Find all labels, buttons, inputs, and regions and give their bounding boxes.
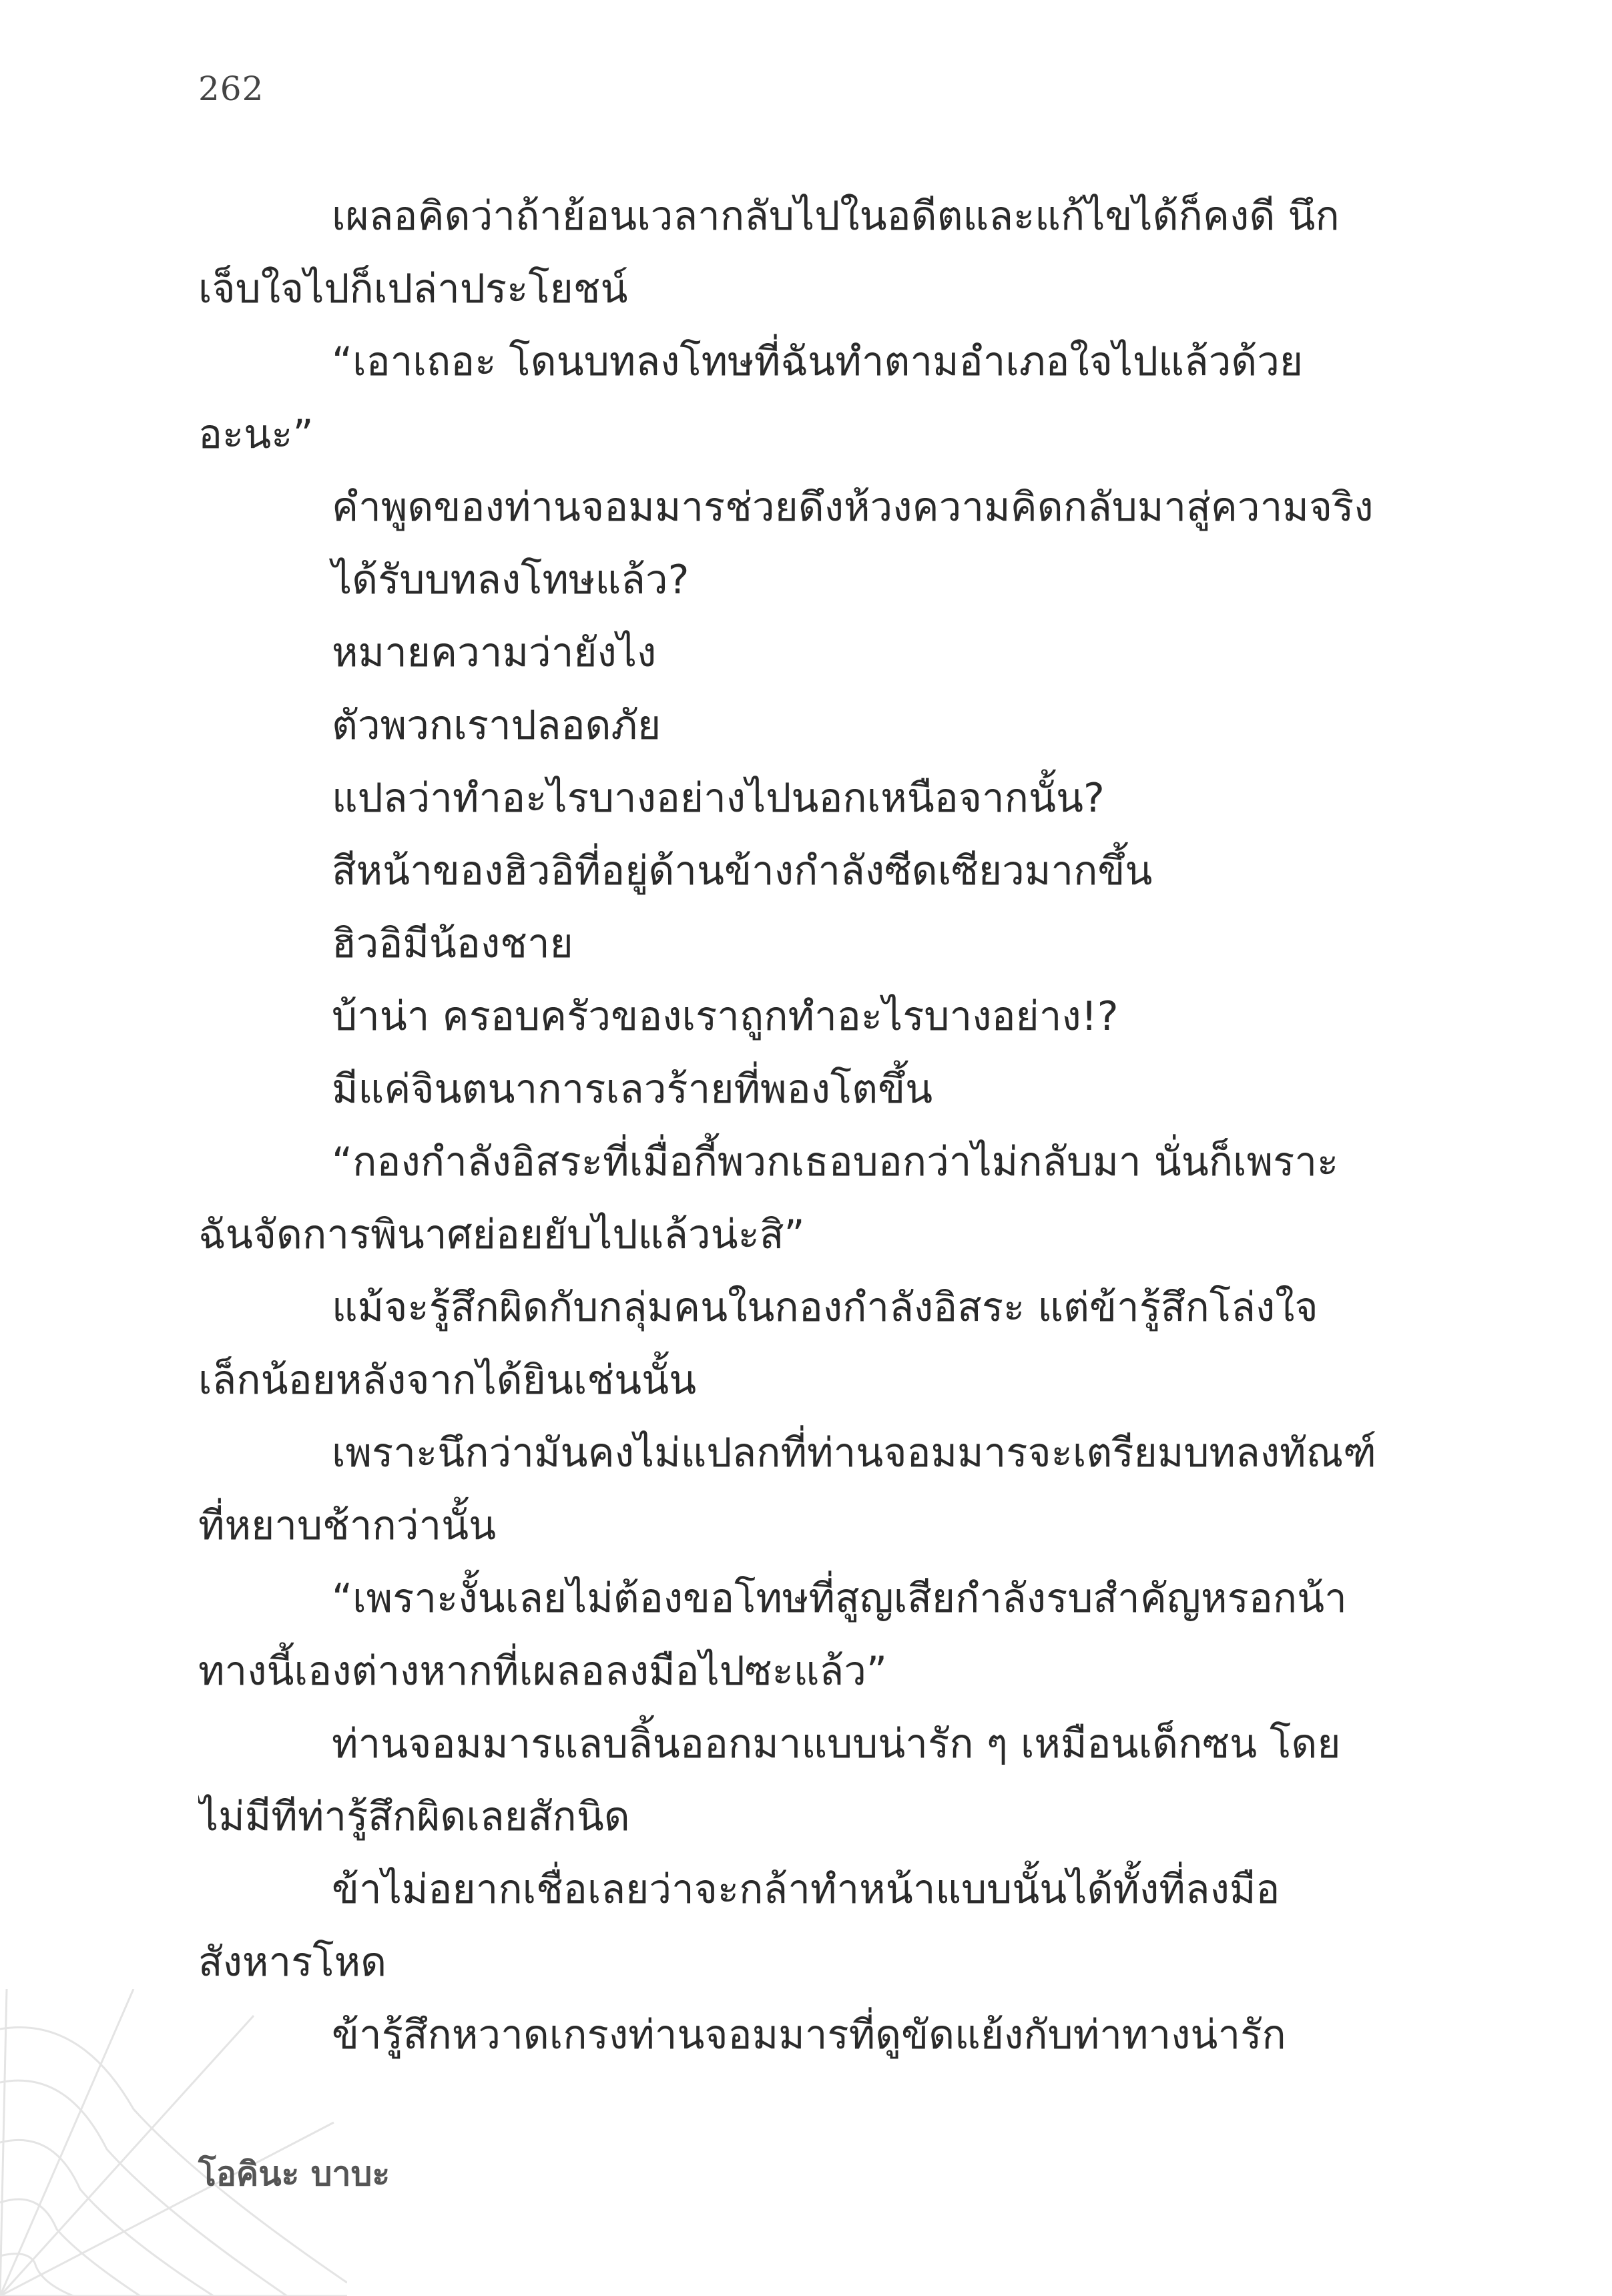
paragraph-first-line: ตัวพวกเราปลอดภัย — [332, 702, 661, 749]
paragraph-first-line: คำพูดของท่านจอมมารช่วยดึงห้วงความคิดกลับมาสู่ความจริง — [332, 484, 1374, 531]
paragraph-continuation-line: ไม่มีทีท่ารู้สึกผิดเลยสักนิด — [198, 1793, 630, 1840]
paragraph-first-line: ข้ารู้สึกหวาดเกรงท่านจอมมารที่ดูขัดแย้งกับท่าทางน่ารัก — [332, 2012, 1286, 2058]
paragraph-first-line: ฮิวอิมีน้องชาย — [332, 920, 573, 967]
paragraph-first-line: มีแค่จินตนาการเลวร้ายที่พองโตขึ้น — [332, 1066, 933, 1113]
paragraph-continuation-line: ที่หยาบช้ากว่านั้น — [198, 1502, 497, 1549]
paragraph-continuation-line: ทางนี้เองต่างหากที่เผลอลงมือไปซะแล้ว” — [198, 1648, 888, 1695]
paragraph-first-line: เผลอคิดว่าถ้าย้อนเวลากลับไปในอดีตและแก้ไขได้ก็คงดี นึก — [332, 193, 1340, 240]
paragraph-first-line: “กองกำลังอิสระที่เมื่อกี้พวกเธอบอกว่าไม่กลับมา นั่นก็เพราะ — [332, 1139, 1339, 1185]
paragraph-continuation-line: เจ็บใจไปก็เปล่าประโยชน์ — [198, 266, 628, 312]
body-text — [198, 180, 1413, 2072]
footer-author: โอคินะ บาบะ — [198, 2155, 390, 2193]
paragraph-first-line: ท่านจอมมารแลบลิ้นออกมาแบบน่ารัก ๆ เหมือนเด็กซน โดย — [332, 1721, 1341, 1767]
paragraph-continuation-line: เล็กน้อยหลังจากได้ยินเช่นนั้น — [198, 1357, 697, 1404]
paragraph-first-line: “เพราะงั้นเลยไม่ต้องขอโทษที่สูญเสียกำลังรบสำคัญหรอกน้า — [332, 1575, 1347, 1622]
paragraph-first-line: สีหน้าของฮิวอิที่อยู่ด้านข้างกำลังซีดเซียวมากขึ้น — [332, 848, 1153, 894]
paragraph-continuation-line: อะนะ” — [198, 411, 314, 458]
paragraph-first-line: บ้าน่า ครอบครัวของเราถูกทำอะไรบางอย่าง!? — [332, 993, 1119, 1040]
paragraph-first-line: ข้าไม่อยากเชื่อเลยว่าจะกล้าทำหน้าแบบนั้นได้ทั้งที่ลงมือ — [332, 1866, 1280, 1913]
paragraph-first-line: แม้จะรู้สึกผิดกับกลุ่มคนในกองกำลังอิสระ แต่ข้ารู้สึกโล่งใจ — [332, 1284, 1318, 1331]
paragraph-continuation-line: ฉันจัดการพินาศย่อยยับไปแล้วน่ะสิ” — [198, 1211, 805, 1258]
paragraph-continuation-line: สังหารโหด — [198, 1939, 387, 1986]
paragraph-first-line: หมายความว่ายังไง — [332, 629, 657, 676]
spiderweb-decoration — [0, 1989, 347, 2296]
paragraph-first-line: เพราะนึกว่ามันคงไม่แปลกที่ท่านจอมมารจะเตรียมบทลงทัณฑ์ — [332, 1430, 1377, 1476]
page-number: 262 — [198, 69, 264, 108]
paragraph-first-line: “เอาเถอะ โดนบทลงโทษที่ฉันทำตามอำเภอใจไปแล้วด้วย — [332, 338, 1304, 385]
paragraph-first-line: ได้รับบทลงโทษแล้ว? — [332, 557, 690, 603]
paragraph-first-line: แปลว่าทำอะไรบางอย่างไปนอกเหนือจากนั้น? — [332, 775, 1105, 822]
